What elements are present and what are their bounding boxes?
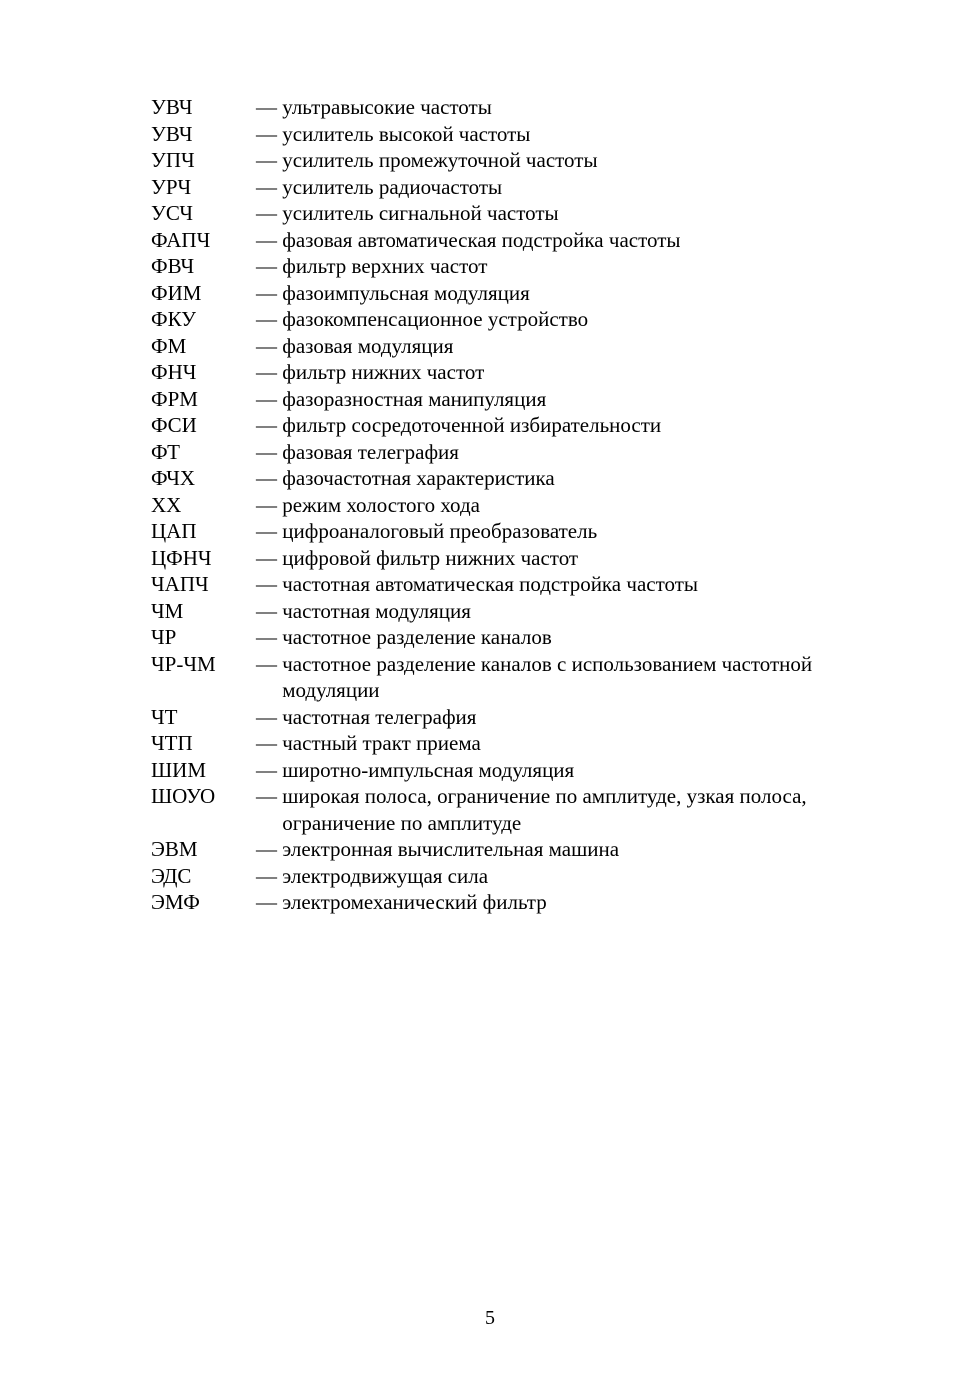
abbreviation-term: УПЧ bbox=[151, 148, 195, 172]
abbreviation-definition: фазокомпенсационное устройство bbox=[282, 307, 589, 331]
em-dash: — bbox=[256, 174, 283, 199]
abbreviation-term: ЭМФ bbox=[151, 890, 200, 914]
em-dash: — bbox=[256, 757, 283, 782]
abbreviation-row bbox=[151, 121, 911, 148]
abbreviation-term: УВЧ bbox=[151, 95, 193, 119]
em-dash: — bbox=[256, 625, 283, 649]
abbreviation-row bbox=[151, 306, 911, 333]
abbreviation-term: ФРМ bbox=[151, 386, 198, 411]
abbreviation-row bbox=[151, 836, 911, 863]
abbreviation-term: ФНЧ bbox=[151, 360, 197, 384]
abbreviation-term: ФЧХ bbox=[151, 466, 196, 490]
em-dash: — bbox=[256, 704, 283, 729]
abbreviation-definition: фазовая телеграфия bbox=[282, 439, 459, 464]
page-number: 5 bbox=[485, 1307, 495, 1329]
em-dash: — bbox=[256, 492, 283, 517]
abbreviation-definition: ультравысокие частоты bbox=[282, 95, 492, 119]
abbreviation-row bbox=[151, 704, 911, 731]
abbreviation-definition: усилитель высокой частоты bbox=[282, 121, 531, 146]
abbreviation-definition: режим холостого хода bbox=[282, 492, 480, 517]
abbreviation-term: ШОУО bbox=[151, 784, 216, 808]
abbreviation-row bbox=[151, 783, 911, 836]
abbreviation-definition: электромеханический фильтр bbox=[282, 890, 547, 914]
abbreviation-definition: фильтр верхних частот bbox=[282, 254, 488, 278]
em-dash: — bbox=[256, 148, 283, 172]
abbreviation-definition: электродвижущая сила bbox=[282, 863, 489, 888]
abbreviation-term: ЧР-ЧМ bbox=[151, 651, 216, 676]
abbreviation-term: ФМ bbox=[151, 333, 187, 358]
abbreviation-row bbox=[151, 624, 911, 651]
abbreviation-term: ЧТ bbox=[151, 704, 178, 729]
em-dash: — bbox=[256, 333, 283, 358]
abbreviation-definition: широтно-импульсная модуляция bbox=[282, 757, 575, 782]
abbreviation-definition: частотное разделение каналов с использованием частотной модуляции bbox=[282, 651, 813, 702]
em-dash: — bbox=[256, 545, 283, 570]
abbreviation-row bbox=[151, 174, 911, 201]
abbreviation-term: ХХ bbox=[151, 492, 182, 517]
abbreviation-definition: частотная телеграфия bbox=[282, 704, 477, 729]
abbreviation-term: ЦФНЧ bbox=[151, 545, 212, 570]
abbreviation-row bbox=[151, 227, 911, 254]
abbreviation-definition: частотная автоматическая подстройка частоты bbox=[282, 572, 698, 596]
abbreviation-term: ЧАПЧ bbox=[151, 572, 209, 596]
em-dash: — bbox=[256, 890, 283, 914]
abbreviation-row bbox=[151, 492, 911, 519]
abbreviation-definition: фильтр сосредоточенной избирательности bbox=[282, 413, 662, 437]
abbreviation-row bbox=[151, 518, 911, 545]
abbreviation-definition: усилитель радиочастоты bbox=[282, 174, 503, 199]
em-dash: — bbox=[256, 784, 283, 808]
abbreviation-row bbox=[151, 147, 911, 174]
abbreviation-row bbox=[151, 730, 911, 757]
abbreviation-term: ЧР bbox=[151, 625, 177, 649]
abbreviation-definition: частный тракт приема bbox=[282, 731, 481, 755]
abbreviation-term: ЦАП bbox=[151, 519, 197, 543]
em-dash: — bbox=[256, 466, 283, 490]
em-dash: — bbox=[256, 95, 283, 119]
em-dash: — bbox=[256, 572, 283, 596]
em-dash: — bbox=[256, 201, 283, 225]
abbreviation-row bbox=[151, 465, 911, 492]
em-dash: — bbox=[256, 360, 283, 384]
abbreviation-row bbox=[151, 359, 911, 386]
abbreviation-definition: электронная вычислительная машина bbox=[282, 837, 620, 861]
em-dash: — bbox=[256, 280, 283, 305]
abbreviation-row bbox=[151, 333, 911, 360]
em-dash: — bbox=[256, 386, 283, 411]
abbreviation-row bbox=[151, 200, 911, 227]
abbreviation-term: ФАПЧ bbox=[151, 227, 211, 252]
em-dash: — bbox=[256, 254, 283, 278]
abbreviation-definition: усилитель промежуточной частоты bbox=[282, 148, 598, 172]
abbreviation-term: ЭВМ bbox=[151, 837, 198, 861]
abbreviation-definition: частотная модуляция bbox=[282, 598, 471, 623]
abbreviation-row bbox=[151, 889, 911, 916]
abbreviation-definition: цифровой фильтр нижних частот bbox=[282, 545, 579, 570]
abbreviation-definition: усилитель сигнальной частоты bbox=[282, 201, 559, 225]
em-dash: — bbox=[256, 863, 283, 888]
abbreviation-term: ЧТП bbox=[151, 731, 193, 755]
abbreviation-list bbox=[151, 94, 911, 916]
abbreviation-row bbox=[151, 280, 911, 307]
abbreviation-term: ШИМ bbox=[151, 757, 207, 782]
abbreviation-row bbox=[151, 571, 911, 598]
abbreviation-row bbox=[151, 253, 911, 280]
abbreviation-term: ЧМ bbox=[151, 598, 184, 623]
abbreviation-term: УВЧ bbox=[151, 121, 193, 146]
abbreviation-term: ФТ bbox=[151, 439, 180, 464]
abbreviation-definition: фазочастотная характеристика bbox=[282, 466, 555, 490]
em-dash: — bbox=[256, 651, 283, 676]
em-dash: — bbox=[256, 439, 283, 464]
abbreviation-row bbox=[151, 651, 911, 704]
abbreviation-definition: фильтр нижних частот bbox=[282, 360, 485, 384]
abbreviation-definition: широкая полоса, ограничение по амплитуде, узкая полоса, ограничение по амплитуде bbox=[282, 784, 807, 835]
em-dash: — bbox=[256, 519, 283, 543]
em-dash: — bbox=[256, 121, 283, 146]
abbreviation-row bbox=[151, 386, 911, 413]
abbreviation-term: УРЧ bbox=[151, 174, 192, 199]
em-dash: — bbox=[256, 731, 283, 755]
abbreviation-term: ЭДС bbox=[151, 863, 192, 888]
abbreviation-definition: фазовая модуляция bbox=[282, 333, 454, 358]
em-dash: — bbox=[256, 307, 283, 331]
abbreviation-definition: частотное разделение каналов bbox=[282, 625, 552, 649]
abbreviation-definition: фазовая автоматическая подстройка частоты bbox=[282, 227, 681, 252]
abbreviation-row bbox=[151, 412, 911, 439]
abbreviation-definition: фазоразностная манипуляция bbox=[282, 386, 547, 411]
em-dash: — bbox=[256, 227, 283, 252]
abbreviation-term: ФВЧ bbox=[151, 254, 195, 278]
abbreviation-row bbox=[151, 863, 911, 890]
abbreviation-definition: цифроаналоговый преобразователь bbox=[282, 519, 598, 543]
abbreviation-row bbox=[151, 94, 911, 121]
abbreviation-term: ФСИ bbox=[151, 413, 197, 437]
abbreviation-definition: фазоимпульсная модуляция bbox=[282, 280, 530, 305]
em-dash: — bbox=[256, 837, 283, 861]
abbreviation-row bbox=[151, 598, 911, 625]
abbreviation-term: УСЧ bbox=[151, 201, 193, 225]
em-dash: — bbox=[256, 598, 283, 623]
em-dash: — bbox=[256, 413, 283, 437]
abbreviation-term: ФИМ bbox=[151, 280, 202, 305]
abbreviation-term: ФКУ bbox=[151, 307, 197, 331]
abbreviation-row bbox=[151, 545, 911, 572]
abbreviation-row bbox=[151, 757, 911, 784]
abbreviation-row bbox=[151, 439, 911, 466]
